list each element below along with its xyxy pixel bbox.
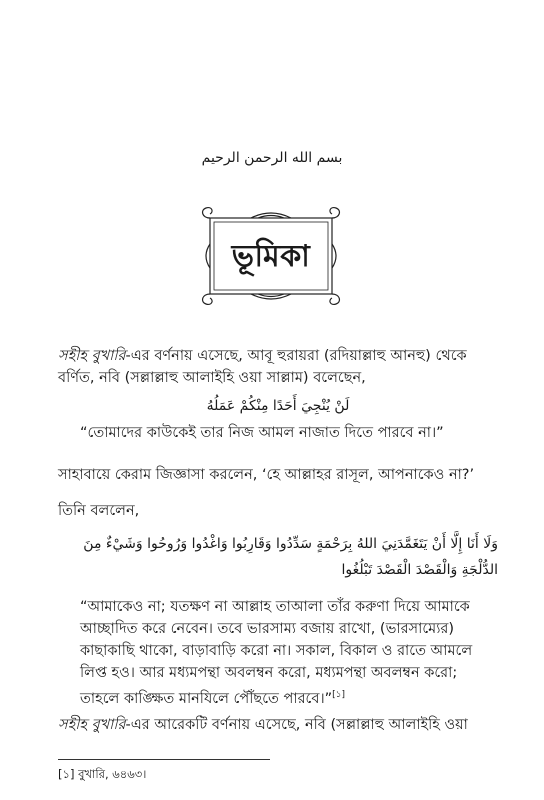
footnote-divider bbox=[58, 759, 270, 760]
paragraph-text: -এর আরেকটি বর্ণনায় এসেছে, নবি (সল্লাল্লাহু আলাইহি ওয়া bbox=[125, 717, 468, 733]
paragraph-3: তিনি বললেন, bbox=[58, 503, 140, 519]
paragraph-2: সাহাবায়ে কেরাম জিজ্ঞাসা করলেন, ‘হে আল্লাহর রাসূল, আপনাকেও না?’ bbox=[58, 467, 475, 483]
paragraph-text: -এর বর্ণনায় এসেছে, আবূ হুরায়রা (রদিয়াল্লাহু আনহু) থেকে বর্ণিত, নবি (সল্লাল্লাহু আলাইহি ওয়া সাল্লাম) বলেছেন, bbox=[58, 348, 467, 386]
translation-quote-2 bbox=[80, 596, 498, 710]
arabic-hadith-1: لَنْ يُنْجِيَ أَحَدًا مِنْكُمْ عَمَلُهُ bbox=[206, 398, 350, 414]
page-title: ভূমিকা bbox=[231, 239, 311, 274]
source-name: সহীহ বুখারি bbox=[58, 717, 126, 733]
source-name: সহীহ বুখারি bbox=[58, 348, 126, 364]
translation-quote-1: “তোমাদের কাউকেই তার নিজ আমল নাজাত দিতে পারবে না।” bbox=[80, 425, 444, 441]
paragraph-1 bbox=[58, 345, 498, 389]
heading-frame bbox=[196, 204, 346, 308]
arabic-hadith-2-line-2: الدُّلْجَةِ وَالْقَصْدَ الْقَصْدَ تَبْلُغُوا bbox=[341, 562, 498, 578]
bismillah: بسم الله الرحمن الرحيم bbox=[201, 150, 343, 166]
arabic-hadith-2-line-1: وَلَا أَنَا إِلَّا أَنْ يَتَغَمَّدَنِيَ اللهُ بِرَحْمَةٍ سَدِّدُوا وَقَارِبُوا وَاغْدُوا وَرُوحُوا وَشَيْءٌ مِنَ bbox=[83, 536, 498, 552]
footnote: [১] বুখারি, ৬৪৬৩। bbox=[58, 767, 147, 781]
quote-text: “আমাকেও না; যতক্ষণ না আল্লাহ তাআলা তাঁর করুণা দিয়ে আমাকে আচ্ছাদিত করে নেবেন। তবে ভারসাম্য বজায় রাখো, (ভারসাম্যের) কাছাকাছি থাকো, বাড়াবাড়ি করো না। সকাল, বিকাল ও রাতে আমলে লিপ্ত হও। আর মধ্যমপন্থা অবলম্বন করো, মধ্যমপন্থা অবলম্বন করো; তাহলে কাঙ্ক্ষিত মানযিলে পৌঁছতে পারবে।” bbox=[80, 599, 473, 707]
footnote-reference: [১] bbox=[332, 690, 346, 700]
paragraph-4 bbox=[58, 714, 498, 736]
